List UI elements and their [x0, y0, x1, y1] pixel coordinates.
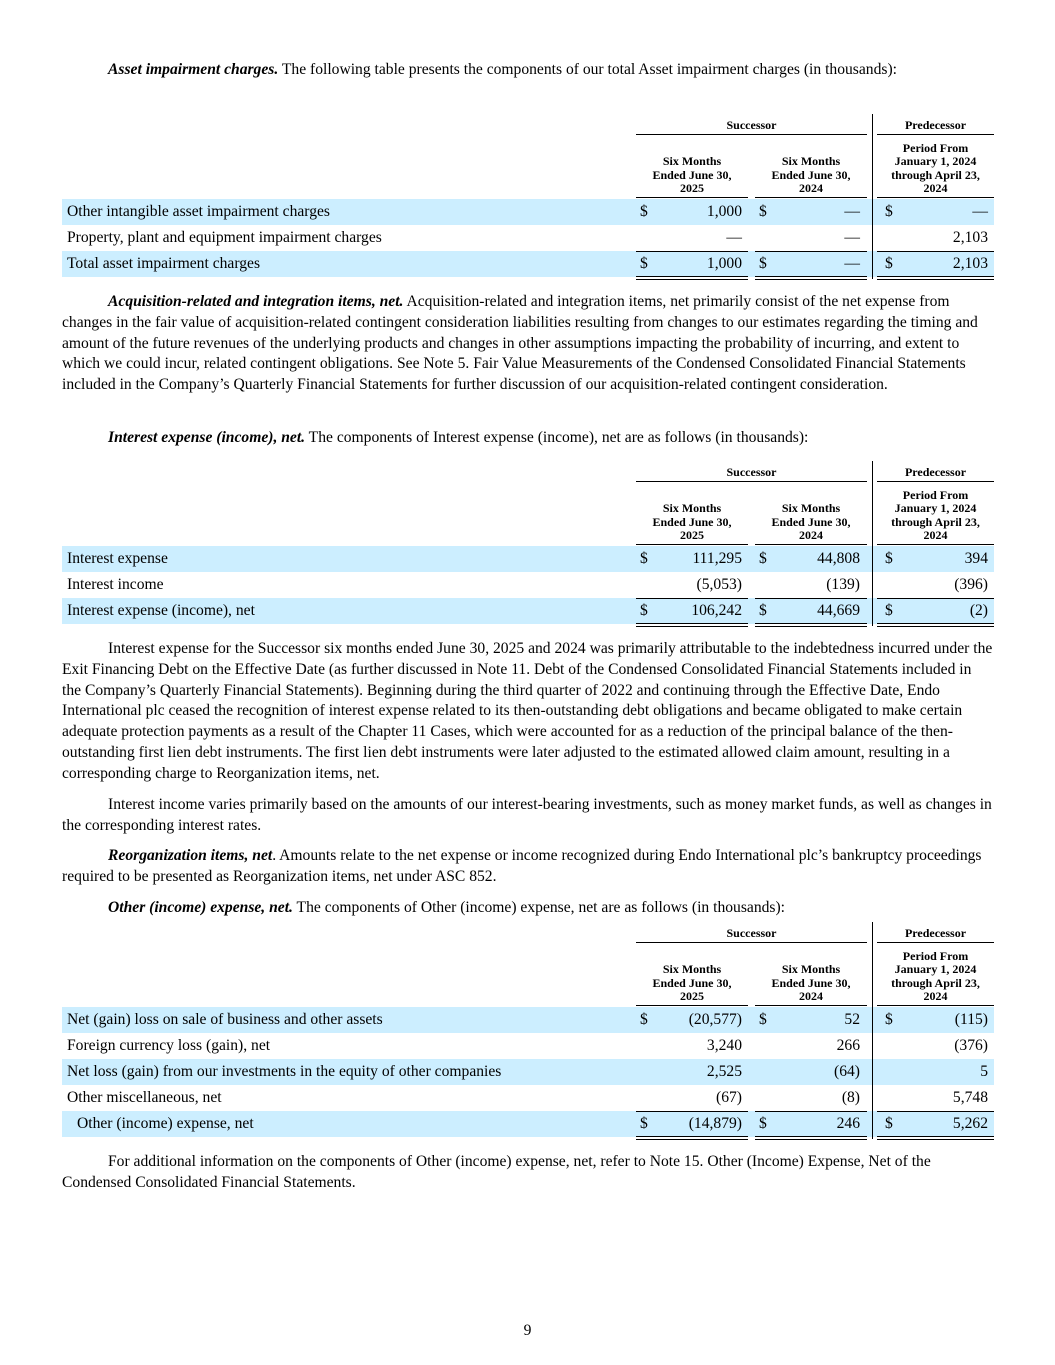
col-header-line: 2024	[799, 528, 823, 543]
cell-value: 2,525	[706, 1063, 742, 1080]
cell-value: —	[844, 203, 860, 220]
table-header	[62, 114, 994, 199]
interest-income-paragraph: Interest income varies primarily based on the amounts of our interest-bearing investments, such as money market funds, as well as changes in the corresponding interest rates.	[62, 796, 992, 834]
col-header-line: through April 23,	[891, 514, 980, 529]
closing-paragraph: For additional information on the components of Other (income) expense, net, refer to Note 15. Other (Income) Expense, Net of the Condensed Consolidated Financial Statements.	[62, 1153, 931, 1191]
subtotal-rule	[636, 1111, 748, 1112]
table-header	[62, 922, 994, 1007]
subtotal-rule	[755, 1111, 867, 1112]
cell-value: (8)	[841, 1089, 860, 1106]
row-label: Interest expense (income), net	[67, 602, 255, 619]
col-header-line: Six Months	[781, 154, 841, 169]
currency-symbol: $	[759, 1011, 767, 1028]
predecessor-label: Predecessor	[904, 465, 967, 479]
col-header-line: Ended June 30,	[771, 167, 851, 182]
row-label: Interest expense	[67, 550, 168, 567]
table-row	[62, 199, 994, 225]
cell-value: (376)	[954, 1037, 988, 1054]
successor-label: Successor	[726, 118, 777, 132]
col-header-underline	[636, 197, 748, 198]
cell-value: 5,748	[952, 1089, 988, 1106]
total-double-rule	[755, 276, 867, 280]
currency-symbol: $	[640, 1115, 648, 1132]
cell-value: (67)	[716, 1089, 742, 1106]
predecessor-underline	[877, 942, 994, 943]
col-header-underline	[636, 544, 748, 545]
col-header-predecessor	[877, 142, 994, 196]
cell-value: 246	[836, 1115, 860, 1132]
col-header-predecessor	[877, 489, 994, 543]
col-header-line: Six Months	[781, 962, 841, 977]
interest-expense-paragraph: Interest expense for the Successor six months ended June 30, 2025 and 2024 was primarily attributable to the indebtedness incurred under the Exit Financing Debt on the Effective Date (as further discussed in Note 11. Debt of the Condensed Consolidated Financial Statements included in the Company’s Quarterly Financial Statements). Beginning during the third quarter of 2022 and continuing through the Effective Date, Endo International plc ceased the recognition of interest expense related to its then-outstanding debt obligations and became obligated to make certain adequate protection payments as a result of the Chapter 11 Cases, which were accounted for as a reduction of the principal balance of the then-outstanding first lien debt instruments. The first lien debt instruments were later adjusted to the estimated allowed claim amount, resulting in a corresponding charge to Reorganization items, net.	[62, 640, 993, 782]
currency-symbol: $	[885, 602, 893, 619]
cell-value: 44,808	[817, 550, 860, 567]
cell-value: —	[844, 255, 860, 272]
currency-symbol: $	[885, 1011, 893, 1028]
col-header-2024	[755, 155, 867, 196]
col-header-underline	[877, 197, 994, 198]
cell-value: 2,103	[952, 255, 988, 272]
col-header-2024	[755, 963, 867, 1004]
successor-underline	[636, 134, 867, 135]
currency-symbol: $	[640, 602, 648, 619]
col-header-2025	[636, 155, 748, 196]
col-header-line: 2025	[680, 181, 704, 196]
col-header-line: Six Months	[662, 154, 722, 169]
table-row	[62, 572, 994, 598]
period-divider	[872, 922, 873, 1139]
table-header	[62, 461, 994, 546]
col-header-underline	[755, 197, 867, 198]
currency-symbol: $	[885, 203, 893, 220]
col-header-line: 2024	[799, 181, 823, 196]
table-row	[62, 546, 994, 572]
total-row	[62, 598, 994, 624]
total-double-rule	[636, 623, 748, 627]
row-label: Other miscellaneous, net	[67, 1089, 222, 1106]
asset-impairment-heading: Asset impairment charges.	[108, 61, 279, 78]
col-header-underline	[877, 1005, 994, 1006]
successor-label: Successor	[726, 465, 777, 479]
col-header-line: 2025	[680, 989, 704, 1004]
currency-symbol: $	[885, 1115, 893, 1132]
cell-value: 1,000	[706, 203, 742, 220]
cell-value: 111,295	[692, 550, 742, 567]
col-header-predecessor	[877, 950, 994, 1004]
currency-symbol: $	[640, 203, 648, 220]
col-header-line: Period From	[902, 140, 969, 155]
row-label: Net (gain) loss on sale of business and other assets	[67, 1011, 383, 1028]
cell-value: 394	[964, 550, 988, 567]
cell-value: (20,577)	[688, 1011, 742, 1028]
subtotal-rule	[877, 1111, 994, 1112]
successor-label: Successor	[726, 926, 777, 940]
interest-intro	[62, 428, 994, 449]
predecessor-label: Predecessor	[904, 118, 967, 132]
other-intro	[62, 898, 994, 919]
other-heading: Other (income) expense, net.	[108, 899, 293, 916]
currency-symbol: $	[759, 550, 767, 567]
table-row	[62, 1059, 994, 1085]
cell-value: —	[972, 203, 988, 220]
col-header-line: through April 23,	[891, 167, 980, 182]
subtotal-rule	[755, 598, 867, 599]
subtotal-rule	[877, 598, 994, 599]
col-header-line: Six Months	[662, 501, 722, 516]
col-header-2024	[755, 502, 867, 543]
total-row	[62, 1111, 994, 1137]
row-label: Property, plant and equipment impairment charges	[67, 229, 382, 246]
reorganization-text: . Amounts relate to the net expense or income recognized during Endo International plc’s bankruptcy proceedings required to be presented as Reorganization items, net under ASC 852.	[62, 847, 982, 885]
col-header-underline	[755, 1005, 867, 1006]
cell-value: 2,103	[952, 229, 988, 246]
col-header-underline	[636, 1005, 748, 1006]
col-header-line: Six Months	[662, 962, 722, 977]
total-double-rule	[877, 623, 994, 627]
col-header-line: Ended June 30,	[652, 167, 732, 182]
asset-impairment-intro-text: The following table presents the components of our total Asset impairment charges (in thousands):	[278, 61, 897, 78]
col-header-underline	[755, 544, 867, 545]
col-header-line: 2024	[923, 181, 948, 196]
asset-impairment-table	[62, 114, 994, 277]
total-double-rule	[755, 623, 867, 627]
row-label: Other (income) expense, net	[77, 1115, 254, 1132]
col-header-line: 2024	[923, 989, 948, 1004]
col-header-line: Ended June 30,	[771, 514, 851, 529]
table-row	[62, 1085, 994, 1111]
asset-impairment-intro	[62, 60, 994, 81]
col-header-line: Period From	[902, 487, 969, 502]
col-header-line: Period From	[902, 948, 969, 963]
interest-intro-text: The components of Interest expense (income), net are as follows (in thousands):	[305, 429, 809, 446]
currency-symbol: $	[640, 255, 648, 272]
subtotal-rule	[877, 251, 994, 252]
col-header-line: Six Months	[781, 501, 841, 516]
currency-symbol: $	[885, 550, 893, 567]
col-header-line: Ended June 30,	[652, 514, 732, 529]
cell-value: 52	[844, 1011, 860, 1028]
cell-value: 44,669	[817, 602, 860, 619]
successor-underline	[636, 481, 867, 482]
currency-symbol: $	[759, 602, 767, 619]
cell-value: (2)	[969, 602, 988, 619]
currency-symbol: $	[759, 255, 767, 272]
acquisition-heading: Acquisition-related and integration items, net.	[108, 293, 404, 310]
total-double-rule	[877, 1136, 994, 1140]
currency-symbol: $	[885, 255, 893, 272]
currency-symbol: $	[640, 550, 648, 567]
predecessor-underline	[877, 481, 994, 482]
subtotal-rule	[636, 598, 748, 599]
total-double-rule	[877, 276, 994, 280]
cell-value: (5,053)	[696, 576, 742, 593]
cell-value: 106,242	[691, 602, 742, 619]
cell-value: (139)	[826, 576, 860, 593]
col-header-line: 2024	[799, 989, 823, 1004]
currency-symbol: $	[640, 1011, 648, 1028]
cell-value: (396)	[954, 576, 988, 593]
period-divider	[872, 461, 873, 626]
total-double-rule	[636, 276, 748, 280]
cell-value: (14,879)	[688, 1115, 742, 1132]
cell-value: 1,000	[706, 255, 742, 272]
cell-value: 266	[836, 1037, 860, 1054]
col-header-line: Ended June 30,	[771, 975, 851, 990]
row-label: Total asset impairment charges	[67, 255, 261, 272]
currency-symbol: $	[759, 1115, 767, 1132]
reorganization-paragraph	[62, 846, 994, 888]
cell-value: —	[844, 229, 860, 246]
cell-value: —	[726, 229, 742, 246]
predecessor-label: Predecessor	[904, 926, 967, 940]
other-income-expense-table	[62, 922, 994, 1137]
total-row	[62, 251, 994, 277]
col-header-line: January 1, 2024	[894, 154, 977, 169]
table-row	[62, 225, 994, 251]
col-header-line: through April 23,	[891, 975, 980, 990]
cell-value: 5,262	[952, 1115, 988, 1132]
cell-value: 3,240	[706, 1037, 742, 1054]
interest-table	[62, 461, 994, 624]
table-row	[62, 1033, 994, 1059]
col-header-line: 2024	[923, 528, 948, 543]
reorganization-heading: Reorganization items, net	[108, 847, 273, 864]
row-label: Foreign currency loss (gain), net	[67, 1037, 271, 1054]
interest-heading: Interest expense (income), net.	[108, 429, 306, 446]
col-header-2025	[636, 502, 748, 543]
total-double-rule	[636, 1136, 748, 1140]
page-number: 9	[523, 1322, 532, 1339]
successor-underline	[636, 942, 867, 943]
subtotal-rule	[755, 251, 867, 252]
currency-symbol: $	[759, 203, 767, 220]
table-row	[62, 1007, 994, 1033]
col-header-line: January 1, 2024	[894, 501, 977, 516]
other-intro-text: The components of Other (income) expense, net are as follows (in thousands):	[292, 899, 786, 916]
acquisition-text: Acquisition-related and integration items, net primarily consist of the net expense from changes in the fair value of acquisition-related contingent consideration liabilities resulting from changes to our estimates regarding the timing and amount of the future revenues of the underlying products and changes in other assumptions impacting the probability of incurring, and extent to which we could incur, related contingent obligations. See Note 5. Fair Value Measurements of the Condensed Consolidated Financial Statements included in the Company’s Quarterly Financial Statements for further discussion of our acquisition-related contingent consideration.	[62, 293, 978, 394]
predecessor-underline	[877, 134, 994, 135]
col-header-line: January 1, 2024	[894, 962, 977, 977]
row-label: Other intangible asset impairment charges	[67, 203, 330, 220]
cell-value: 5	[980, 1063, 988, 1080]
row-label: Interest income	[67, 576, 164, 593]
col-header-line: Ended June 30,	[652, 975, 732, 990]
col-header-underline	[877, 544, 994, 545]
col-header-line: 2025	[680, 528, 704, 543]
cell-value: (115)	[954, 1011, 988, 1028]
acquisition-paragraph	[62, 292, 994, 396]
row-label: Net loss (gain) from our investments in the equity of other companies	[67, 1063, 502, 1080]
subtotal-rule	[636, 251, 748, 252]
cell-value: (64)	[834, 1063, 860, 1080]
total-double-rule	[755, 1136, 867, 1140]
period-divider	[872, 114, 873, 279]
col-header-2025	[636, 963, 748, 1004]
